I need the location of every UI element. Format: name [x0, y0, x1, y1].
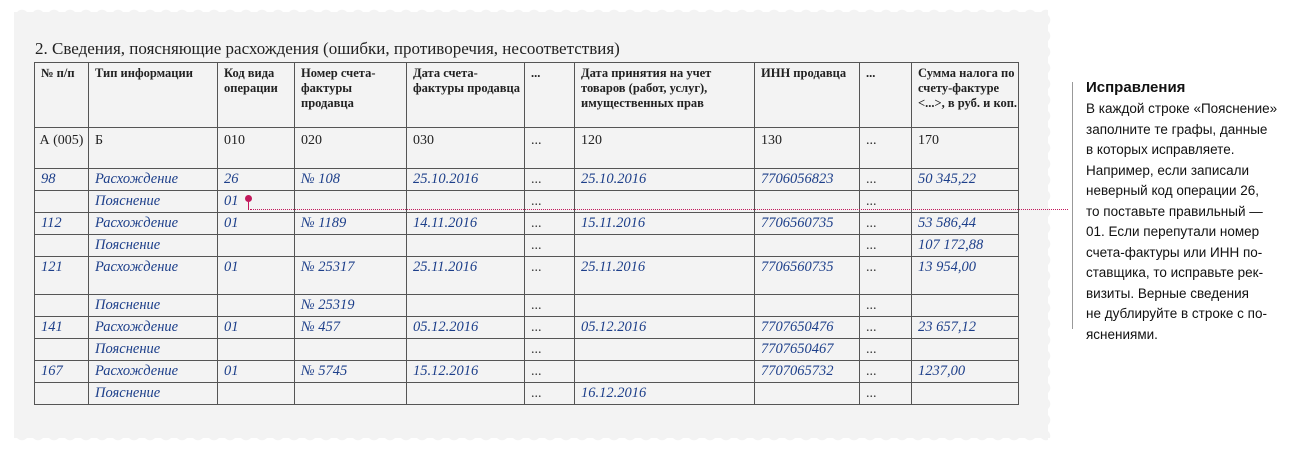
sidebar-line: 01. Если перепутали номер	[1086, 224, 1260, 239]
table-cell	[295, 339, 407, 361]
table-cell: ...	[525, 295, 575, 317]
table-cell: ...	[525, 235, 575, 257]
table-row	[35, 257, 1019, 295]
sidebar-line: то поставьте правильный —	[1086, 203, 1263, 219]
table-cell: ...	[860, 257, 912, 295]
sidebar-line: заполните те графы, данные	[1086, 121, 1268, 137]
table-cell: 05.12.2016	[407, 317, 525, 339]
table-cell: Расхождение	[89, 317, 218, 339]
table-row	[35, 169, 1019, 191]
table-row	[35, 339, 1019, 361]
table-cell: 7707650476	[755, 317, 860, 339]
header-row	[35, 63, 1019, 128]
table-cell: 7707650467	[755, 339, 860, 361]
table-cell: ...	[860, 235, 912, 257]
table-cell: Расхождение	[89, 213, 218, 235]
table-row	[35, 383, 1019, 405]
table-cell: № 1189	[295, 213, 407, 235]
table-cell: 26	[218, 169, 295, 191]
discrepancy-table	[34, 62, 1019, 405]
table-cell: 167	[35, 361, 89, 383]
table-cell: ...	[525, 213, 575, 235]
table-cell: 25.11.2016	[407, 257, 525, 295]
sidebar-line: счета-фактуры или ИНН по-	[1086, 244, 1263, 260]
code-cell: 010	[218, 128, 295, 169]
table-cell: Расхождение	[89, 361, 218, 383]
table-cell: ...	[860, 339, 912, 361]
table-cell: 7706560735	[755, 257, 860, 295]
table-row	[35, 361, 1019, 383]
table-cell: 13 954,00	[912, 257, 1019, 295]
table-cell: 7707065732	[755, 361, 860, 383]
table-cell	[35, 295, 89, 317]
table-cell: ...	[525, 191, 575, 213]
table-cell	[575, 235, 755, 257]
header-cell: Тип информации	[89, 63, 218, 128]
table-cell: 141	[35, 317, 89, 339]
table-cell: Пояснение	[89, 383, 218, 405]
table-cell: ...	[860, 361, 912, 383]
table-cell	[295, 235, 407, 257]
header-cell: Дата счета-фактуры продавца	[407, 63, 525, 128]
sidebar-title: Исправления	[1086, 79, 1186, 96]
table-cell	[575, 339, 755, 361]
table-row	[35, 317, 1019, 339]
table-cell: ...	[525, 339, 575, 361]
code-cell: 130	[755, 128, 860, 169]
table-cell	[912, 383, 1019, 405]
table-cell: 16.12.2016	[575, 383, 755, 405]
table-cell	[755, 295, 860, 317]
table-cell	[912, 339, 1019, 361]
table-cell: Пояснение	[89, 191, 218, 213]
table-cell: 1237,00	[912, 361, 1019, 383]
header-cell: Код вида операции	[218, 63, 295, 128]
table-cell	[35, 235, 89, 257]
callout-leader-line	[250, 209, 1068, 210]
table-cell: ...	[860, 317, 912, 339]
header-cell: Номер счета-фактуры продавца	[295, 63, 407, 128]
table-cell: 05.12.2016	[575, 317, 755, 339]
table-row	[35, 235, 1019, 257]
table-cell: 7706056823	[755, 169, 860, 191]
table-cell: 107 172,88	[912, 235, 1019, 257]
table-cell: 25.10.2016	[575, 169, 755, 191]
header-cell: Дата принятия на учет товаров (работ, услуг), имущественных прав	[575, 63, 755, 128]
table-cell	[407, 235, 525, 257]
table-cell	[35, 339, 89, 361]
sidebar-line: визиты. Верные сведения	[1086, 285, 1249, 301]
table-cell: 25.11.2016	[575, 257, 755, 295]
table-cell: Расхождение	[89, 169, 218, 191]
table-cell: Пояснение	[89, 235, 218, 257]
sidebar-line: яснениями.	[1086, 326, 1158, 342]
table-cell: 112	[35, 213, 89, 235]
table-cell: ...	[525, 383, 575, 405]
table-cell: 25.10.2016	[407, 169, 525, 191]
header-cell: ...	[860, 63, 912, 128]
table-cell: 01	[218, 191, 295, 213]
sidebar-line: Например, если записали	[1086, 162, 1250, 178]
table-cell	[295, 383, 407, 405]
sidebar-line: В каждой строке «Пояснение»	[1086, 101, 1278, 116]
marker-stem	[248, 202, 249, 210]
table-cell	[407, 295, 525, 317]
table-cell	[218, 339, 295, 361]
table-cell: № 5745	[295, 361, 407, 383]
table-cell: № 457	[295, 317, 407, 339]
table-cell	[407, 383, 525, 405]
table-cell: ...	[525, 257, 575, 295]
table-cell: ...	[525, 169, 575, 191]
table-cell	[755, 383, 860, 405]
table-cell: 01	[218, 361, 295, 383]
table-cell: № 25317	[295, 257, 407, 295]
table-cell: ...	[860, 191, 912, 213]
sidebar-line: ставщика, то исправьте рек-	[1086, 265, 1264, 280]
code-cell: А (005)	[35, 128, 89, 169]
header-cell: ИНН продавца	[755, 63, 860, 128]
table-cell: ...	[860, 169, 912, 191]
code-cell: Б	[89, 128, 218, 169]
table-cell: 15.11.2016	[575, 213, 755, 235]
table-cell	[407, 339, 525, 361]
table-cell: ...	[860, 383, 912, 405]
code-cell: ...	[860, 128, 912, 169]
table-cell	[755, 235, 860, 257]
sidebar-note	[1086, 99, 1298, 345]
table-cell	[35, 191, 89, 213]
table-row	[35, 213, 1019, 235]
table-cell: 14.11.2016	[407, 213, 525, 235]
table-cell: 7706560735	[755, 213, 860, 235]
table-cell	[35, 383, 89, 405]
sidebar-line: в которых исправляете.	[1086, 142, 1235, 157]
table-cell: 53 586,44	[912, 213, 1019, 235]
table-cell: ...	[525, 317, 575, 339]
table-cell: 121	[35, 257, 89, 295]
table-cell: ...	[525, 361, 575, 383]
table-cell: ...	[860, 295, 912, 317]
code-cell: 120	[575, 128, 755, 169]
table-cell	[218, 235, 295, 257]
table-cell: ...	[860, 213, 912, 235]
table-cell: 15.12.2016	[407, 361, 525, 383]
sidebar-line: неверный код операции 26,	[1086, 183, 1260, 198]
table-cell: 98	[35, 169, 89, 191]
table-cell: 01	[218, 213, 295, 235]
table-cell	[912, 295, 1019, 317]
table-cell: Расхождение	[89, 257, 218, 295]
column-codes-row	[35, 128, 1019, 169]
table-cell: Пояснение	[89, 339, 218, 361]
table-cell: 23 657,12	[912, 317, 1019, 339]
sidebar-rule	[1072, 82, 1073, 329]
code-cell: 020	[295, 128, 407, 169]
header-cell: Сумма налога по счету-фактуре <...>, в руб. и коп.	[912, 63, 1019, 128]
table-cell: 01	[218, 317, 295, 339]
header-cell: № п/п	[35, 63, 89, 128]
table-cell: 01	[218, 257, 295, 295]
table-cell	[575, 295, 755, 317]
header-cell: ...	[525, 63, 575, 128]
code-cell: 030	[407, 128, 525, 169]
table-cell: № 108	[295, 169, 407, 191]
table-cell	[218, 383, 295, 405]
table-cell	[575, 361, 755, 383]
table-cell: № 25319	[295, 295, 407, 317]
table-cell	[218, 295, 295, 317]
table-row	[35, 295, 1019, 317]
section-title: 2. Сведения, поясняющие расхождения (ошибки, противоречия, несоответствия)	[35, 39, 620, 58]
table-cell: Пояснение	[89, 295, 218, 317]
table-cell: 50 345,22	[912, 169, 1019, 191]
sidebar-line: не дублируйте в строке с по-	[1086, 306, 1267, 321]
code-cell: ...	[525, 128, 575, 169]
marker-dot	[245, 195, 252, 202]
code-cell: 170	[912, 128, 1019, 169]
